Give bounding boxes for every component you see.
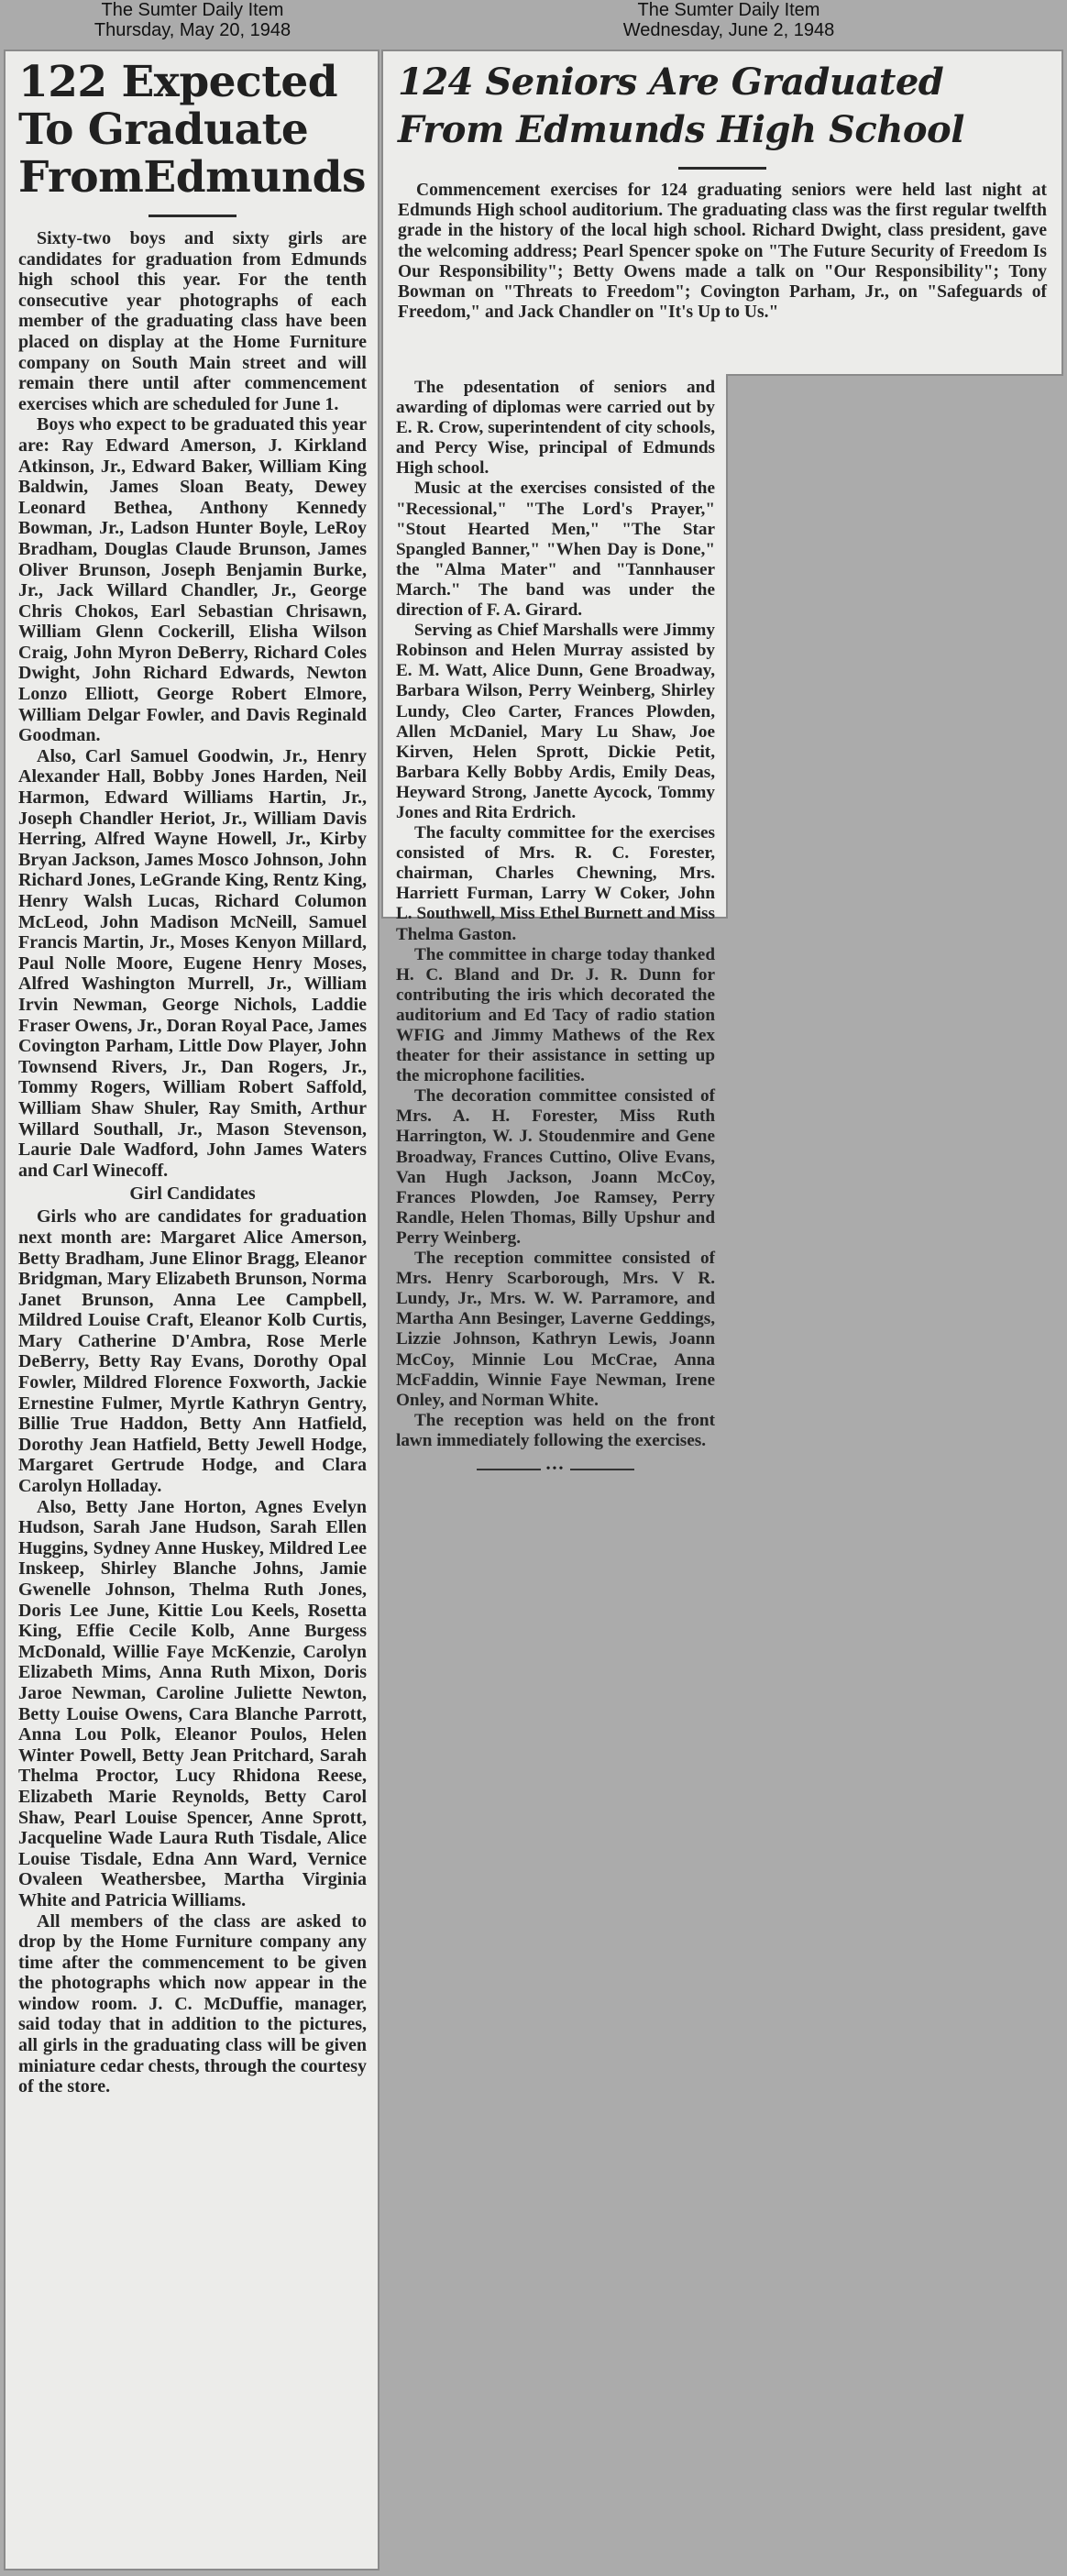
article-paragraph: Music at the exercises consisted of the "Recessional," "The Lord's Prayer," "Stout Hearted Men," "The Star Spangled Banner," "When Day is Done," the "Alma Mater" and "Tannhauser March." The band was under the direction of F. A. Girard. — [396, 479, 715, 621]
caption-right-paper: The Sumter Daily Item — [637, 0, 820, 20]
left-headline-line: To Graduate — [18, 105, 309, 155]
end-rule-ornament: ••• — [545, 1461, 566, 1476]
headline-divider — [678, 167, 766, 170]
end-rule-bar — [477, 1469, 541, 1470]
article-paragraph: The reception committee consisted of Mrs. Henry Scarborough, Mrs. V R. Lundy, Jr., Mrs. W. W. Parramore, and Martha Ann Besinger, Laverne Geddings, Lizzie Johnson, Kathryn Lewis, Joann McCoy, Minnie Lou McCrae, Anna McFaddin, Winnie Faye Newman, Irene Onley, and Norman White. — [396, 1249, 715, 1410]
article-paragraph: Also, Carl Samuel Goodwin, Jr., Henry Alexander Hall, Bobby Jones Harden, Neil Harmon, Edward Williams Hartin, Jr., Joseph Chandler Heriot, Jr., William Davis Herring, Alfred Wayne Howell, Jr., Kirby Bryan Jackson, James Mosco Johnson, John Richard Jones, LeGrande King, Rentz King, Henry Walsh Lucas, Richard Columon McLeod, John Madison McNeill, Samuel Francis Martin, Jr., Moses Kenyon Millard, Paul Nolle Moore, Eugene Henry Moses, Alfred Washington Murrell, Jr., William Irvin Newman, George Nichols, Laddie Fraser Owens, Jr., Doran Royal Pace, James Covington Parham, Little Dow Player, John Townsend Rivers, Jr., Dan Rogers, Jr., Tommy Rogers, William Robert Saffold, William Shaw Shuler, Ray Smith, Arthur Willard Southall, Jr., Mason Stevenson, Laurie Dale Wadford, John James Waters and Carl Winecoff. — [18, 745, 368, 1181]
caption-left — [0, 0, 385, 40]
right-headline-line: 124 Seniors Are Graduated — [398, 61, 944, 104]
article-paragraph: Serving as Chief Marshalls were Jimmy Robinson and Helen Murray assisted by E. M. Watt, Alice Dunn, Gene Broadway, Barbara Wilson, Perry Weinberg, Shirley Lundy, Cleo Carter, Frances Plowden, Allen McDaniel, Mary Lu Shaw, Joe Kirven, Helen Sprott, Dickie Petit, Barbara Kelly Bobby Ardis, Emily Deas, Heyward Strong, Janette Aycock, Tommy Jones and Rita Erdrich. — [396, 621, 715, 822]
article-paragraph: Girls who are candidates for graduation next month are: Margaret Alice Amerson, Betty Bradham, June Elinor Bragg, Eleanor Bridgman, Mary Elizabeth Brunson, Norma Janet Brunson, Anna Lee Campbell, Mildred Louise Craft, Eleanor Kolb Curtis, Mary Catherine D'Ambra, Rose Merle DeBerry, Betty Ray Evans, Dorothy Opal Fowler, Mildred Florence Foxworth, Jackie Ernestine Fulmer, Myrtle Kathryn Gentry, Billie True Haddon, Betty Ann Hatfield, Dorothy Jean Hatfield, Betty Jewell Hodge, Margaret Gertrude Hodge, and Clara Carolyn Holladay. — [18, 1206, 367, 1497]
article-paragraph: Also, Betty Jane Horton, Agnes Evelyn Hudson, Sarah Jane Hudson, Sarah Ellen Huggins, Sydney Anne Huskey, Mildred Lee Inskeep, Shirley Blanche Johns, Jamie Gwenelle Johnson, Thelma Ruth Jones, Doris Lee June, Kittie Lou Keels, Rosetta King, Effie Cecile Kolb, Anne Burgess McDonald, Willie Faye McKenzie, Carolyn Elizabeth Mims, Anna Ruth Mixon, Doris Jaroe Newman, Caroline Juliette Newton, Betty Louise Owens, Cara Blanche Parrott, Anna Lou Polk, Eleanor Poulos, Helen Winter Powell, Betty Jean Pritchard, Sarah Thelma Proctor, Lucy Rhidona Reese, Elizabeth Marie Reynolds, Betty Carol Shaw, Pearl Louise Spencer, Anne Sprott, Jacqueline Wade Laura Ruth Tisdale, Alice Louise Tisdale, Edna Ann Ward, Vernice Ovaleen Weathersbee, Martha Virginia White and Patricia Williams. — [18, 1496, 367, 1910]
left-article-body — [18, 228, 367, 2097]
right-clipping-column — [381, 374, 728, 1476]
article-paragraph: The decoration committee consisted of Mrs. A. H. Forester, Miss Ruth Harrington, W. J. Stoudenmire and Gene Broadway, Frances Cuttino, Olive Evans, Van Hugh Jackson, Joann McCoy, Frances Plowden, Joe Ramsey, Perry Randle, Helen Thomas, Billy Upshur and Perry Weinberg. — [396, 1086, 715, 1248]
headline-divider — [148, 215, 236, 217]
end-rule-bar — [570, 1469, 634, 1470]
left-clipping — [4, 50, 380, 2570]
caption-left-date: Thursday, May 20, 1948 — [94, 20, 292, 40]
article-paragraph: All members of the class are asked to drop by the Home Furniture company any time after the commencement to be given the photographs which now appear in the window room. J. C. McDuffie, manager, said today that in addition to the pictures, all girls in the graduating class will be given miniature cedar chests, through the courtesy of the store. — [18, 1910, 367, 2097]
article-paragraph: The faculty committee for the exercises consisted of Mrs. R. C. Forester, chairman, Charles Chewning, Mrs. Harriett Furman, Larry W Coker, John L. Southwell, Miss Ethel Burnett and Miss Thelma Gaston. — [396, 823, 715, 944]
caption-right — [394, 0, 1063, 40]
article-paragraph: The committee in charge today thanked H. C. Bland and Dr. J. R. Dunn for contributing the iris which decorated the auditorium and Ed Tacy of radio station WFIG and Jimmy Mathews of the Rex theater for their assistance in setting up the microphone facilities. — [396, 944, 715, 1086]
article-paragraph: Boys who expect to be graduated this year are: Ray Edward Amerson, J. Kirkland Atkinson, Jr., Edward Baker, William King Baldwin, James Sloan Beaty, Dewey Leonard Bethea, Anthony Kennedy Bowman, Jr., Ladson Hunter Boyle, LeRoy Bradham, Douglas Claude Brunson, James Oliver Brunson, Joseph Benjamin Burke, Jr., Jack Willard Chandler, Jr., George Chris Chokos, Earl Sebastian Chrisawn, William Glenn Cockerill, Elisha Wilson Craig, John Myron DeBerry, Richard Coles Dwight, John Richard Edwards, Newton Lonzo Elliott, George Robert Elmore, William Delgar Fowler, and Davis Reginald Goodman. — [18, 414, 367, 746]
girl-candidates-subhead: Girl Candidates — [129, 1183, 256, 1205]
caption-right-date: Wednesday, June 2, 1948 — [622, 20, 835, 40]
right-clipping-top — [381, 50, 1063, 376]
right-article-intro — [398, 181, 1047, 323]
right-headline — [398, 59, 1047, 154]
left-headline — [18, 59, 367, 202]
right-article-body — [396, 378, 715, 1451]
left-headline-line: 122 Expected — [18, 57, 338, 107]
caption-left-paper: The Sumter Daily Item — [101, 0, 284, 20]
end-of-article-rule — [396, 1462, 715, 1477]
article-paragraph: The pdesentation of seniors and awarding of diplomas were carried out by E. R. Crow, superintendent of city schools, and Percy Wise, principal of Edmunds High school. — [396, 378, 715, 479]
article-paragraph: Sixty-two boys and sixty girls are candidates for graduation from Edmunds high school this year. For the tenth consecutive year photographs of each member of the graduating class have been placed on display at the Home Furniture company on South Main street and will remain there until after commencement exercises which are scheduled for June 1. — [18, 228, 367, 414]
left-headline-line: FromEdmunds — [18, 152, 366, 203]
article-paragraph: The reception was held on the front lawn immediately following the exercises. — [396, 1410, 715, 1450]
right-headline-line: From Edmunds High School — [398, 108, 964, 151]
article-paragraph: Commencement exercises for 124 graduating seniors were held last night at Edmunds High school auditorium. The graduating class was the first regular twelfth grade in the history of the local high school. Richard Dwight, class president, gave the welcoming address; Pearl Spencer spoke on "The Future Security of Freedom Is Our Responsibility"; Betty Owens made a talk on "Our Responsibility"; Tony Bowman on "Threats to Freedom"; Covington Parham, Jr., on "Safeguards of Freedom," and Jack Chandler on "It's Up to Us." — [398, 181, 1047, 323]
